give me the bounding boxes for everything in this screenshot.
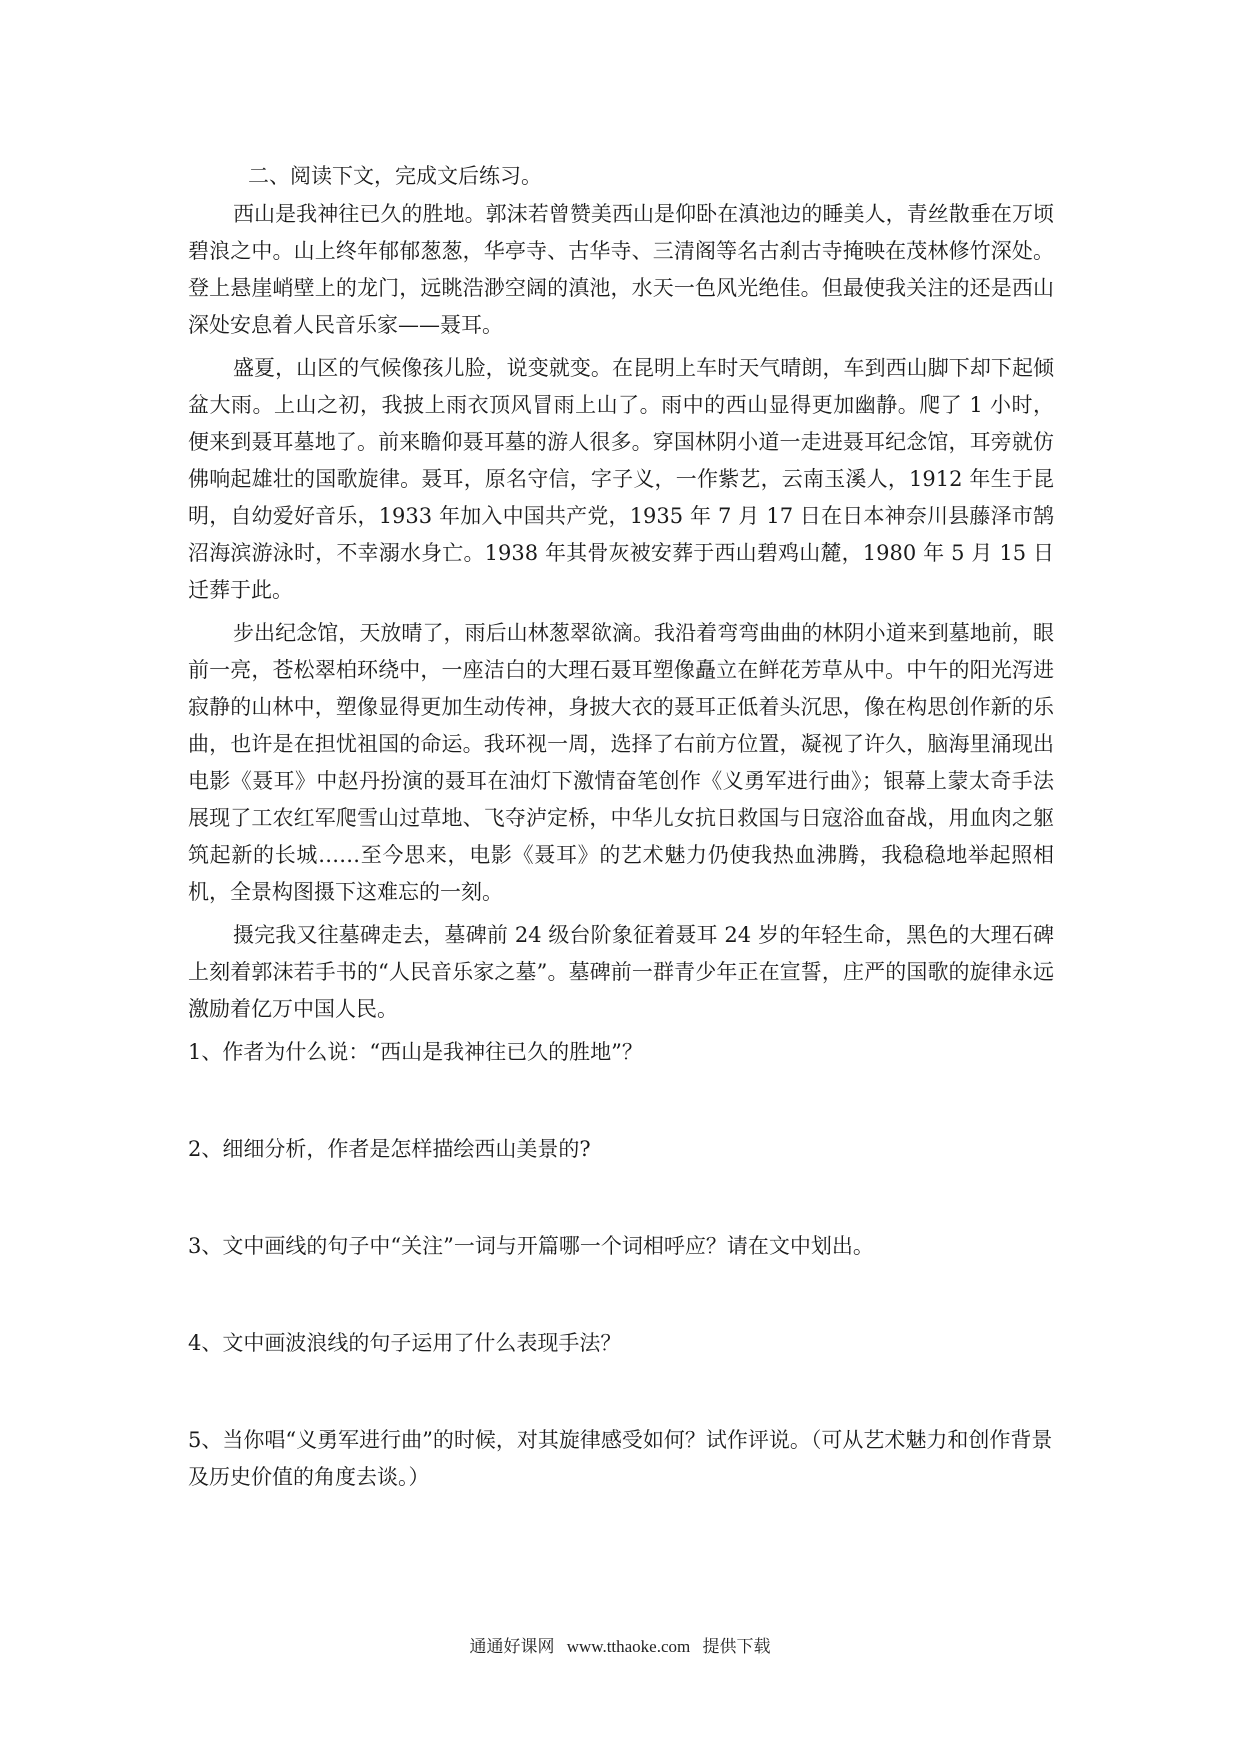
answer-space <box>188 1168 1054 1228</box>
question-5: 5、当你唱“义勇军进行曲”的时候，对其旋律感受如何？试作评说。（可从艺术魅力和创作背景及历史价值的角度去谈。） <box>188 1428 1053 1489</box>
paragraph-4: 摄完我又往墓碑走去，墓碑前 24 级台阶象征着聂耳 24 岁的年轻生命，黑色的大理石碑上刻着郭沫若手书的“人民音乐家之墓”。墓碑前一群青少年正在宣誓，庄严的国歌的旋律永远激励着亿万中国人民。 <box>188 923 1054 1021</box>
document-body <box>188 158 1054 1496</box>
question-2: 2、细细分析，作者是怎样描绘西山美景的? <box>188 1137 591 1161</box>
question-4: 4、文中画波浪线的句子运用了什么表现手法？ <box>188 1331 622 1355</box>
paragraph-1: 西山是我神往已久的胜地。郭沫若曾赞美西山是仰卧在滇池边的睡美人，青丝散垂在万顷碧浪之中。山上终年郁郁葱葱，华亭寺、古华寺、三清阁等名古刹古寺掩映在茂林修竹深处。登上悬崖峭壁上的龙门，远眺浩渺空阔的滇池，水天一色风光绝佳。但最使我关注的还是西山深处安息着人民音乐家——聂耳。 <box>188 202 1054 337</box>
question-1: 1、作者为什么说：“西山是我神往已久的胜地”？ <box>188 1040 643 1064</box>
section-heading: 二、阅读下文，完成文后练习。 <box>248 164 542 188</box>
question-list <box>188 1034 1054 1496</box>
answer-space <box>188 1071 1054 1131</box>
paragraph-2: 盛夏，山区的气候像孩儿脸，说变就变。在昆明上车时天气晴朗，车到西山脚下却下起倾盆大雨。上山之初，我披上雨衣顶风冒雨上山了。雨中的西山显得更加幽静。爬了 1 小时，便来到聂耳墓地了。前来瞻仰聂耳墓的游人很多。穿国林阴小道一走进聂耳纪念馆，耳旁就仿佛响起雄壮的国歌旋律。聂耳，原名守信，字子义，一作紫艺，云南玉溪人，1912 年生于昆明，自幼爱好音乐，1933 年加入中国共产党，1935 年 7 月 17 日在日本神奈川县藤泽市鹄沼海滨游泳时，不幸溺水身亡。1938 年其骨灰被安葬于西山碧鸡山麓，1980 年 5 月 15 日迁葬于此。 <box>188 356 1054 602</box>
footer-note: 提供下载 <box>702 1637 771 1656</box>
footer-site-name: 通通好课网 <box>469 1637 555 1656</box>
footer-url[interactable]: www.tthaoke.com <box>566 1637 691 1656</box>
paragraph-3: 步出纪念馆，天放晴了，雨后山林葱翠欲滴。我沿着弯弯曲曲的林阴小道来到墓地前，眼前一亮，苍松翠柏环绕中，一座洁白的大理石聂耳塑像矗立在鲜花芳草从中。中午的阳光泻进寂静的山林中，塑像显得更加生动传神，身披大衣的聂耳正低着头沉思，像在构思创作新的乐曲，也许是在担忧祖国的命运。我环视一周，选择了右前方位置，凝视了许久，脑海里涌现出电影《聂耳》中赵丹扮演的聂耳在油灯下激情奋笔创作《义勇军进行曲》；银幕上蒙太奇手法展现了工农红军爬雪山过草地、飞夺泸定桥，中华儿女抗日救国与日寇浴血奋战，用血肉之躯筑起新的长城……至今思来，电影《聂耳》的艺术魅力仍使我热血沸腾，我稳稳地举起照相机，全景构图摄下这难忘的一刻。 <box>188 621 1054 904</box>
answer-space <box>188 1362 1054 1422</box>
page-footer <box>0 1632 1240 1657</box>
answer-space <box>188 1265 1054 1325</box>
question-3: 3、文中画线的句子中“关注”一词与开篇哪一个词相呼应？请在文中划出。 <box>188 1234 874 1258</box>
